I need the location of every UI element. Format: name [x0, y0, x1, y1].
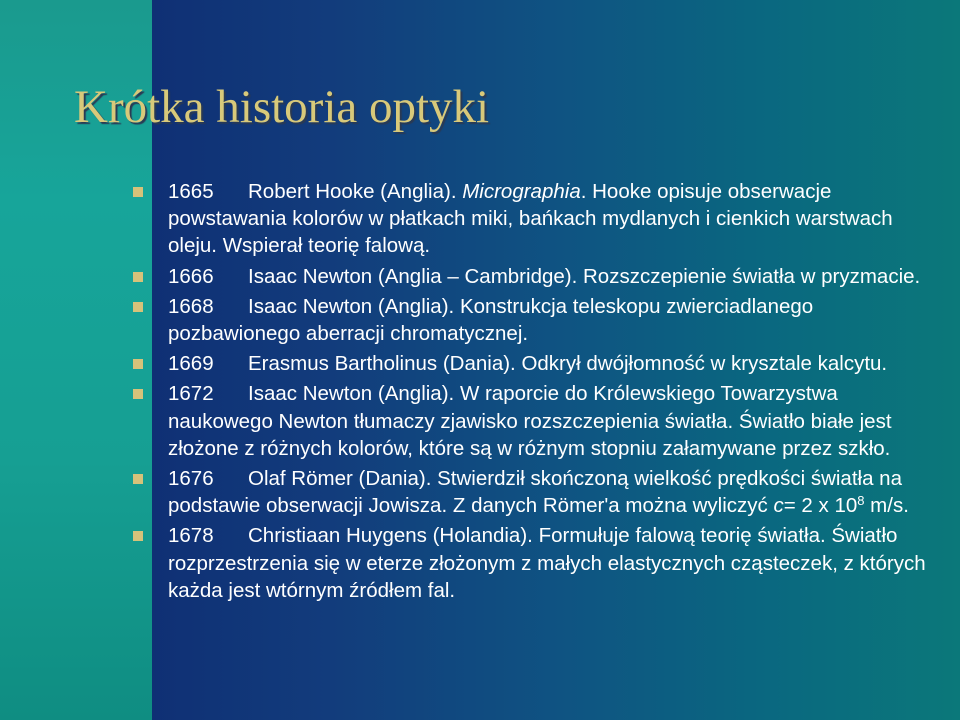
item-text: Odkrył dwójłomność w krysztale kalcytu. [521, 352, 888, 376]
item-text: m/s. [864, 494, 909, 518]
year: 1676 [168, 467, 214, 491]
item-person: Robert Hooke (Anglia). [248, 180, 463, 203]
item-book-title: Micrographia [462, 180, 581, 203]
year: 1669 [168, 352, 214, 376]
item-text: Konstrukcja teleskopu zwierciadlanego pozbawionego aberracji chromatycznej. [168, 294, 814, 346]
year: 1668 [168, 294, 214, 318]
list-item [132, 350, 932, 377]
square-bullet-icon [133, 474, 143, 484]
item-person: Erasmus Bartholinus (Dania). [248, 352, 522, 376]
square-bullet-icon [133, 187, 143, 197]
history-list [132, 178, 932, 607]
list-item [132, 178, 928, 260]
item-person: Olaf Römer (Dania). [248, 467, 438, 491]
square-bullet-icon [133, 302, 143, 312]
square-bullet-icon [133, 359, 143, 369]
list-item [132, 293, 932, 347]
year: 1666 [168, 264, 214, 288]
list-item [132, 522, 932, 604]
year: 1678 [168, 524, 214, 548]
item-person: Isaac Newton (Anglia). [248, 382, 460, 406]
list-item [132, 465, 932, 519]
item-text: . Hooke opisuje obserwacje powstawania kolorów w płatkach miki, bańkach mydlanych i cienkich warstwach oleju. Wspierał teorię falową. [168, 180, 893, 258]
item-person: Isaac Newton (Anglia). [248, 294, 460, 318]
exponent: 8 [857, 493, 865, 509]
speed-of-light-symbol: c [773, 494, 784, 518]
item-text: W raporcie do Królewskiego Towarzystwa naukowego Newton tłumaczy zjawisko rozszczepienia światła. Światło białe jest złożone z różnych kolorów, które są w różnym stopniu załamywane przez szkło. [168, 382, 892, 460]
square-bullet-icon [133, 389, 143, 399]
slide-title: Krótka historia optyki [74, 81, 490, 133]
square-bullet-icon [133, 531, 143, 541]
item-text: = 2 x 10 [783, 494, 858, 518]
item-text: Rozszczepienie światła w pryzmacie. [583, 264, 921, 288]
item-text: Stwierdził skończoną wielkość prędkości światła na podstawie obserwacji Jowisza. Z danych Römer'a można wyliczyć [168, 467, 902, 518]
year: 1665 [168, 180, 214, 203]
list-item [132, 263, 932, 290]
year: 1672 [168, 382, 214, 406]
item-person: Isaac Newton (Anglia – Cambridge). [248, 264, 583, 288]
item-text: Formułuje falową teorię światła. Światło rozprzestrzenia się w eterze złożonym z małych elastycznych cząsteczek, z których każda jest wtórnym źródłem fal. [168, 524, 926, 602]
item-person: Christiaan Huygens (Holandia). [248, 524, 539, 548]
square-bullet-icon [133, 272, 143, 282]
list-item [132, 380, 932, 462]
